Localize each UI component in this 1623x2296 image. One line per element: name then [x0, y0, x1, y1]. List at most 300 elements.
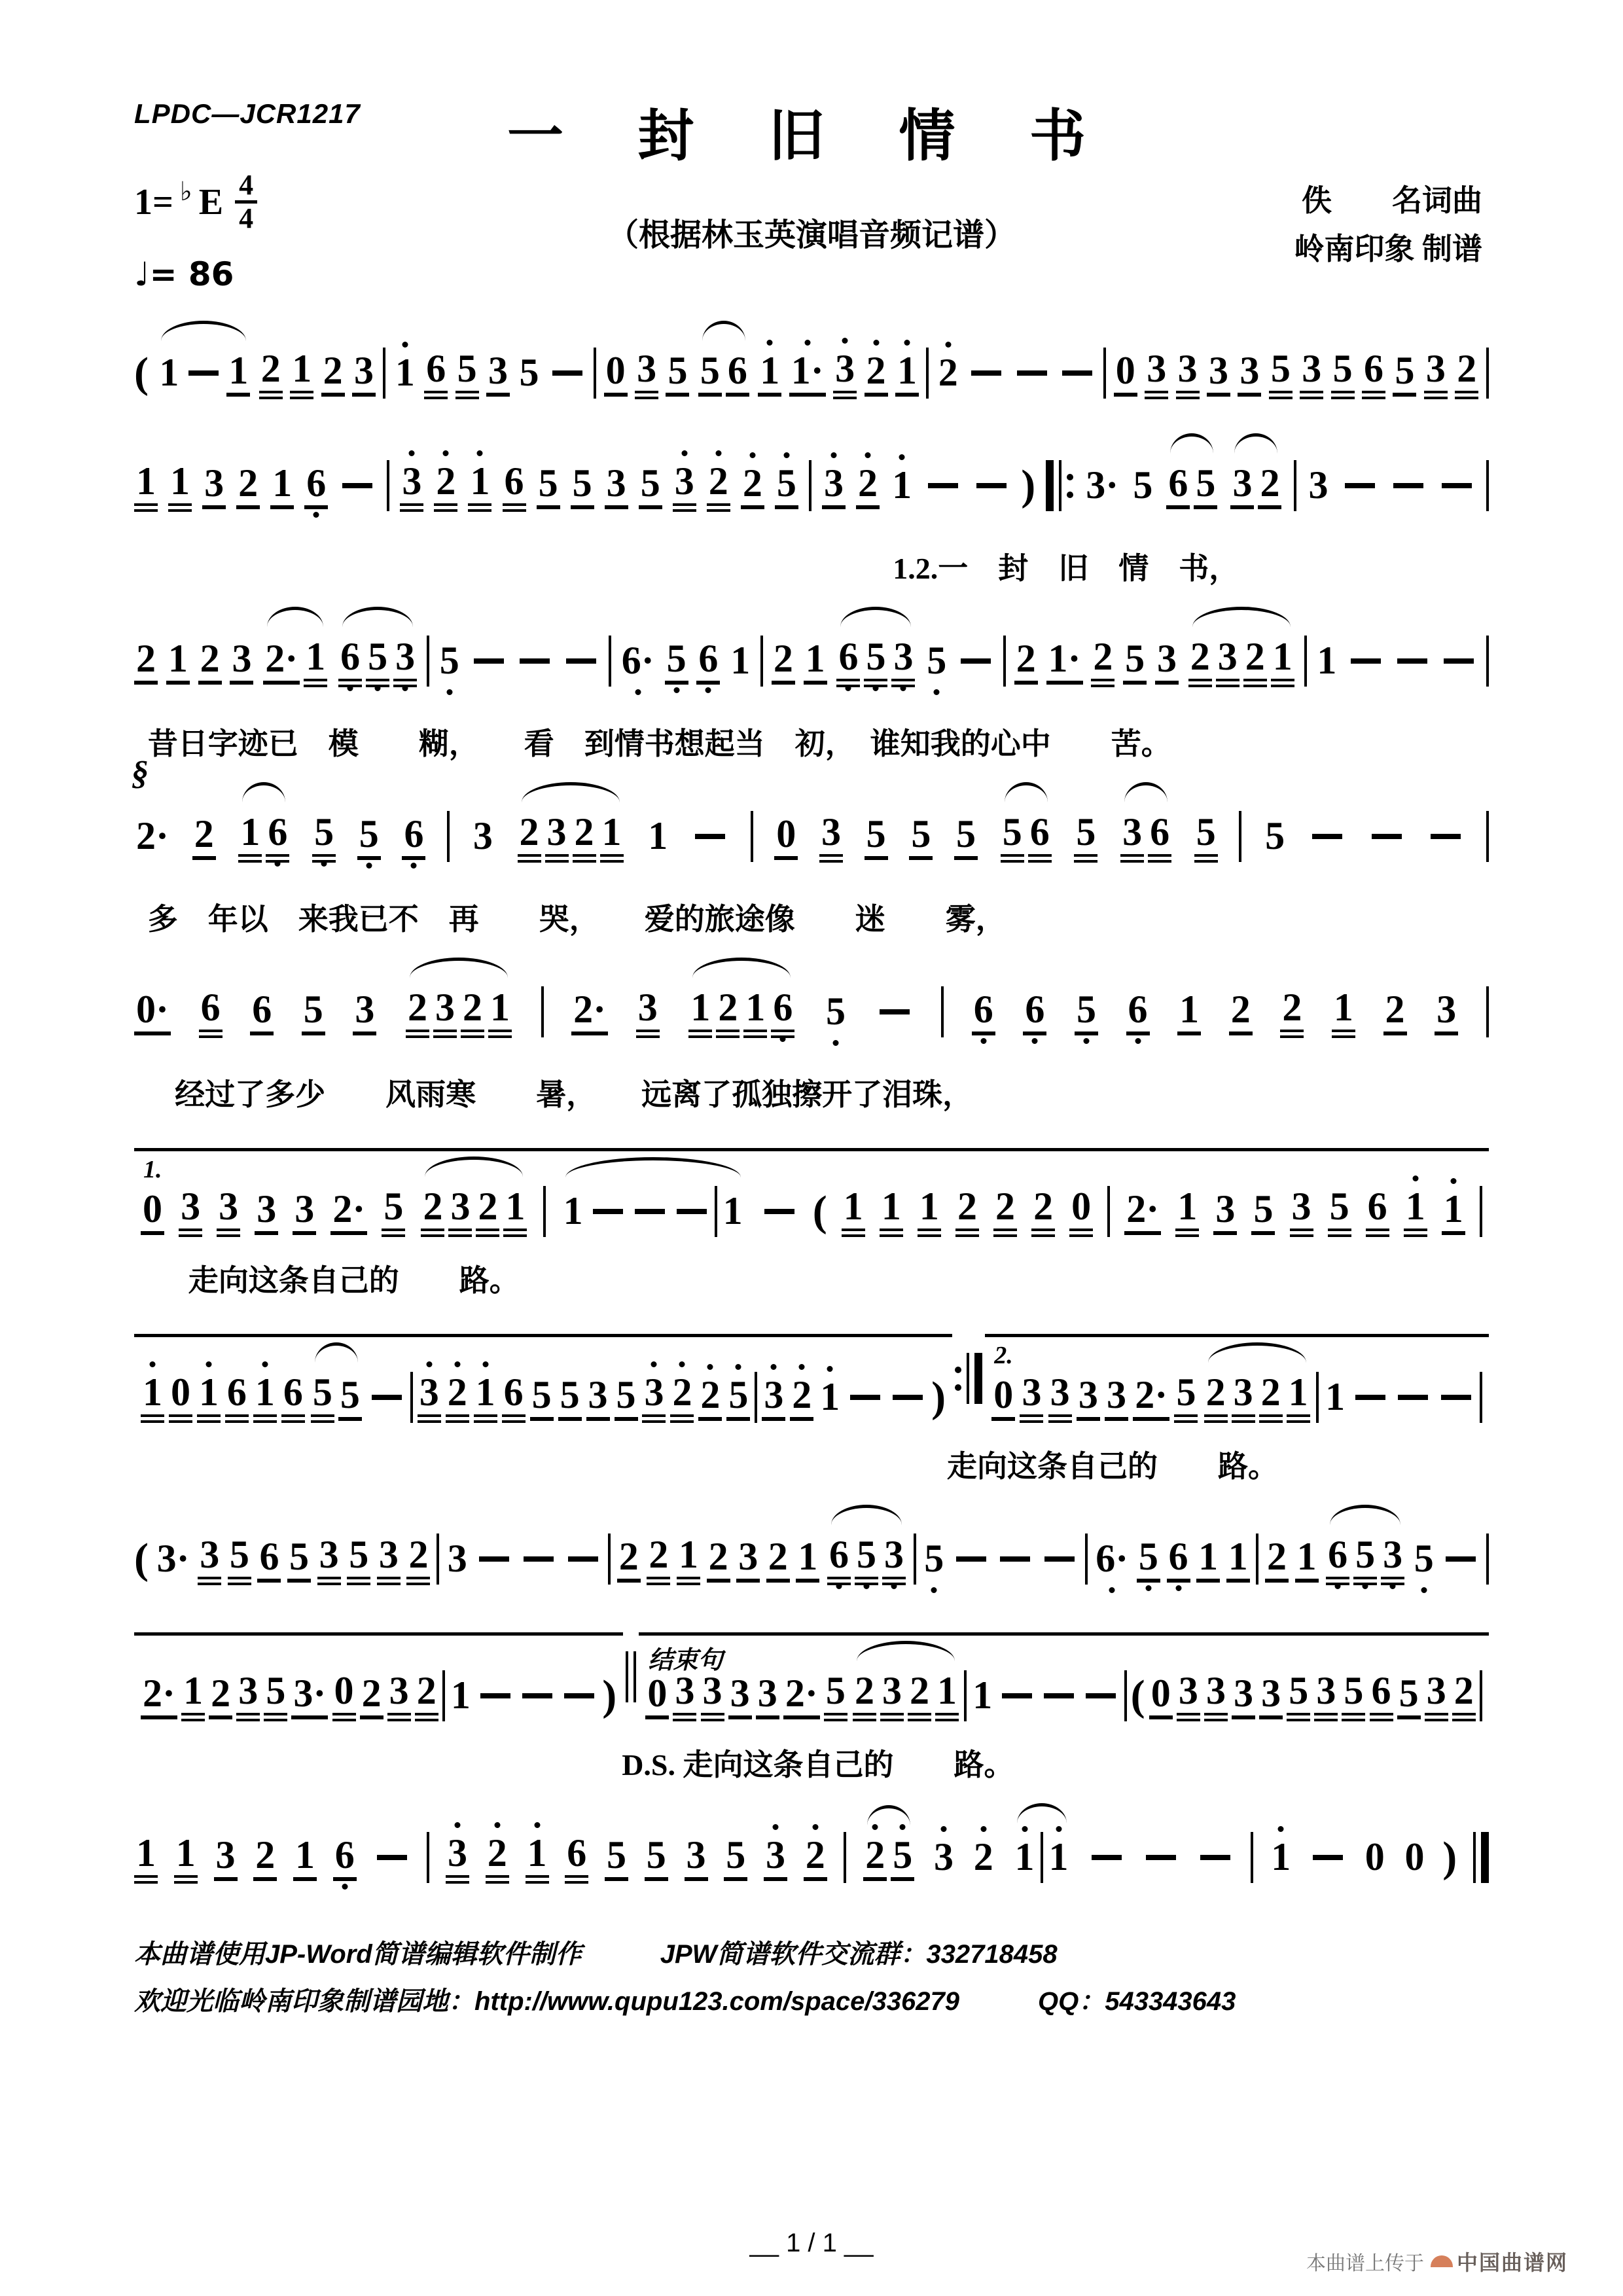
lyric-line: 昔日字迹已 模 糊， 看 到情书想起当 初， 谁知我的心中 苦。: [147, 727, 1171, 761]
note: 2: [406, 986, 429, 1038]
note: 3: [179, 1185, 202, 1237]
phrase-paren: (: [1130, 1671, 1145, 1719]
duration-dash: [1312, 834, 1342, 839]
barline-group: [1486, 348, 1489, 399]
note: 3: [255, 1188, 278, 1235]
tempo-marking: ♩= 86: [134, 255, 234, 293]
note: 6: [696, 637, 720, 685]
slur-group: [262, 636, 329, 687]
note: 1: [468, 460, 491, 512]
barline-group: [1124, 1670, 1127, 1721]
notation-line: [134, 334, 1489, 412]
duration-dash: [520, 658, 550, 664]
barline-group: [1085, 1534, 1088, 1585]
slur-group: [419, 1185, 528, 1237]
watermark-prefix: 本曲谱上传于: [1306, 2253, 1424, 2274]
volta-bracket: [985, 1334, 1489, 1423]
note: 5: [864, 636, 887, 687]
lyric-line: 经过了多少 风雨寒 暑， 远离了孤独擦开了泪珠，: [175, 1078, 973, 1111]
slur-group: [1165, 462, 1219, 509]
note: 1: [293, 1834, 317, 1881]
note: 2: [1452, 1670, 1476, 1721]
note: 2: [1243, 636, 1267, 687]
note: 1: [238, 811, 262, 863]
barline: [1003, 636, 1006, 687]
note: 0·: [134, 988, 171, 1035]
barline: [442, 1670, 445, 1721]
note: 2: [236, 462, 260, 509]
note: 1: [1404, 1185, 1427, 1237]
note: 5: [1001, 811, 1024, 863]
note: 5: [312, 811, 336, 863]
note: 1: [918, 1185, 941, 1237]
note: 3·: [291, 1672, 328, 1719]
barline: [387, 460, 389, 511]
barline-group: [941, 986, 944, 1037]
note: 1: [972, 1673, 993, 1717]
duration-dash: [850, 1395, 880, 1400]
note: 3: [1435, 988, 1458, 1035]
note: 2: [707, 460, 730, 512]
note: 2: [1188, 636, 1212, 687]
duration-dash: [377, 1855, 407, 1860]
note: 3: [1120, 811, 1144, 863]
music-system: [134, 622, 1489, 763]
key-prefix: 1=: [134, 181, 173, 223]
note: 3·: [156, 1537, 190, 1580]
barline: [594, 348, 596, 399]
note: 5: [438, 639, 461, 683]
repeat-dots: [1067, 474, 1073, 498]
note: 3: [1145, 348, 1168, 399]
duration-dash: [764, 1209, 794, 1214]
note: 3: [293, 1188, 316, 1235]
note: 5: [366, 636, 389, 687]
barline: [1304, 636, 1307, 687]
slur-group: [237, 811, 291, 863]
note: 2: [772, 637, 795, 685]
note: 3: [1105, 1374, 1128, 1421]
note: 3: [1177, 1670, 1200, 1721]
note: 3: [352, 350, 376, 397]
barline: [809, 460, 812, 511]
note: 5: [302, 988, 325, 1035]
note: 5: [615, 1374, 638, 1421]
barline-thick: [974, 1353, 982, 1404]
slur-group: [826, 1534, 907, 1585]
barline-group: [1486, 460, 1489, 511]
barline: [1316, 1372, 1319, 1423]
notation-line: [134, 1334, 1489, 1423]
note: 2: [476, 1185, 499, 1237]
note: 3: [891, 636, 915, 687]
logo-text: 中国曲谱网: [1456, 2251, 1568, 2274]
volta-label: 1.: [143, 1156, 162, 1183]
note: 2: [1031, 1185, 1055, 1237]
note: 6: [565, 1832, 588, 1884]
barline-group: [1103, 348, 1106, 399]
song-id: LPDC—JCR1217: [134, 98, 361, 129]
note: 6: [771, 986, 794, 1038]
note: 1: [890, 464, 914, 507]
lyric-line: 多 年以 来我已不 再 哭， 爱的旅途像 迷 雾，: [147, 903, 1006, 936]
note: 0: [141, 1188, 164, 1235]
barline-group: [809, 460, 812, 511]
barline-group: [1239, 811, 1241, 862]
barline-group: [1473, 1832, 1489, 1883]
note: 3: [642, 1371, 666, 1423]
duration-dash: [566, 658, 596, 664]
note: 2: [617, 1535, 641, 1583]
note: 2: [908, 1670, 931, 1721]
note: 6: [225, 1371, 249, 1423]
note: 3: [448, 1185, 472, 1237]
note: 3: [728, 1672, 752, 1719]
note: 2·: [136, 814, 169, 857]
note: 3: [353, 988, 376, 1035]
notation-line: [134, 973, 1489, 1051]
note: 6: [502, 1371, 526, 1423]
barline: [1486, 460, 1489, 511]
note: 5: [1393, 350, 1416, 397]
duration-dash: [1146, 1855, 1176, 1860]
note: 2: [853, 1670, 876, 1721]
note: 3: [635, 348, 658, 399]
note: 6·: [1094, 1537, 1130, 1581]
duration-dash: [1092, 1855, 1122, 1860]
note: 1: [600, 811, 624, 863]
barline-group: [594, 348, 596, 399]
barline-group: [626, 1651, 636, 1702]
barline: [1251, 1832, 1253, 1883]
note: 1: [1295, 1535, 1319, 1583]
note: 2: [716, 986, 740, 1038]
note: 1: [935, 1670, 959, 1721]
duration-dash: [956, 1556, 986, 1562]
note: 5: [1251, 1188, 1275, 1235]
note: 3: [214, 1834, 238, 1881]
lyric-line: 走向这条自己的 路。: [947, 1450, 1278, 1483]
note: 6: [1326, 1534, 1349, 1585]
notation-line: [134, 1148, 1489, 1237]
phrase-paren: (: [812, 1187, 827, 1235]
duration-dash: [1446, 1556, 1476, 1562]
barline: [914, 1534, 916, 1585]
barline-group: [1486, 811, 1489, 862]
volta-label: 结束句: [648, 1647, 723, 1674]
watermark: [1306, 2246, 1568, 2276]
slur-group: [1325, 1534, 1406, 1585]
note: 2: [741, 462, 764, 509]
duration-dash: [1345, 483, 1375, 488]
note: 1: [677, 1534, 700, 1585]
note: 0: [1149, 1672, 1173, 1719]
note: 6: [1366, 1185, 1389, 1237]
note: 3: [400, 460, 423, 512]
note: 2: [573, 811, 596, 863]
note: 3: [1230, 462, 1254, 509]
meter-numerator: 4: [235, 170, 257, 204]
slur-group: [1187, 636, 1296, 687]
barline-group: [541, 986, 544, 1037]
note: 2: [446, 1371, 469, 1423]
note: 5: [1265, 814, 1285, 857]
note: 3: [1048, 1371, 1072, 1423]
note: 1: [1332, 986, 1355, 1038]
note: 2: [486, 1832, 509, 1884]
note: 1: [688, 986, 712, 1038]
barline-group: [447, 811, 450, 862]
notation-line: [134, 1520, 1489, 1598]
note: 5: [909, 813, 933, 860]
note: 5: [775, 462, 798, 509]
phrase-paren: (: [134, 349, 149, 397]
slur-group: [156, 350, 251, 397]
note: 1: [1226, 1535, 1250, 1583]
note: 1: [134, 1832, 158, 1884]
note: 2: [1204, 1371, 1228, 1423]
barline: [926, 348, 929, 399]
note: 1·: [1046, 637, 1083, 685]
barline: [1085, 1534, 1088, 1585]
note: 2: [134, 637, 158, 685]
repeat-dots: [955, 1367, 961, 1391]
note: 3: [736, 1535, 760, 1583]
note: 3: [1155, 637, 1179, 685]
barline: [427, 636, 429, 687]
note: 3: [377, 1534, 401, 1585]
note: 1: [304, 636, 327, 687]
note: 5: [537, 462, 560, 509]
note: 5: [724, 1834, 747, 1881]
note: 1: [197, 1371, 221, 1423]
duration-dash: [1200, 1855, 1230, 1860]
note: 1: [393, 351, 417, 395]
note: 1: [842, 1185, 865, 1237]
note: 2: [993, 1185, 1017, 1237]
note: 5: [1269, 348, 1293, 399]
note: 5: [824, 1670, 847, 1721]
note: 3: [1290, 1185, 1313, 1237]
note: 3: [764, 1834, 787, 1881]
duration-dash: [372, 1395, 402, 1400]
note: 6: [338, 636, 362, 687]
note: 2: [1265, 1535, 1289, 1583]
note: 5: [1074, 811, 1097, 863]
note: 5: [455, 348, 479, 399]
barline-group: [1480, 1186, 1482, 1237]
notation-line: [134, 1632, 1489, 1721]
note: 0: [645, 1672, 669, 1719]
note: 2: [856, 462, 880, 509]
barline-group: [1041, 1832, 1043, 1883]
note: 5: [1123, 637, 1147, 685]
note: 1: [168, 460, 192, 512]
duration-dash: [342, 483, 372, 488]
duration-dash: [677, 1209, 707, 1214]
music-system: [134, 446, 1489, 588]
note: 0: [332, 1670, 356, 1721]
note: 5: [1353, 1534, 1377, 1585]
note: 2: [1259, 1371, 1283, 1423]
meter-denominator: 4: [239, 202, 254, 235]
duration-dash: [1372, 834, 1402, 839]
note: 5: [855, 1534, 878, 1585]
note: 3·: [1086, 463, 1119, 507]
note: 2: [198, 637, 222, 685]
slur-group: [1012, 1832, 1072, 1883]
slur-group: [687, 986, 796, 1038]
note: 6: [1167, 1535, 1190, 1583]
note: 1: [166, 637, 190, 685]
lyric-line: 1.2.一 封 旧 情 书，: [893, 552, 1240, 585]
note: 5: [698, 350, 722, 397]
note: 3: [932, 1836, 955, 1879]
duration-dash: [1044, 1556, 1075, 1562]
phrase-paren: (: [134, 1535, 149, 1583]
duration-dash: [1397, 658, 1427, 664]
music-system: [134, 1148, 1489, 1300]
duration-dash: [961, 658, 991, 664]
duration-dash: [880, 1009, 910, 1014]
barline-group: [844, 1832, 846, 1883]
note: 3: [1308, 463, 1329, 507]
duration-dash: [1062, 370, 1092, 376]
volta-bracket: [639, 1632, 1489, 1721]
note: 5: [1174, 1371, 1198, 1423]
note: 5: [228, 1534, 251, 1585]
duration-dash: [524, 1556, 554, 1562]
note: 3: [317, 1534, 341, 1585]
notation-line: [134, 622, 1489, 700]
barline: [541, 986, 544, 1037]
barline: [383, 348, 385, 399]
note: 1: [758, 350, 781, 397]
barline-group: [751, 811, 753, 862]
note: 3: [217, 1185, 240, 1237]
duration-dash: [1398, 1395, 1428, 1400]
note: 2: [936, 351, 960, 395]
barline: [1103, 348, 1106, 399]
note: 5: [824, 990, 847, 1033]
key-letter: E: [198, 181, 224, 223]
segno-icon: §: [132, 755, 149, 792]
barline-group: [427, 636, 429, 687]
barline-group: [1486, 636, 1489, 687]
music-system: [134, 1520, 1489, 1598]
note: 5: [645, 1834, 668, 1881]
note: 3: [1381, 1534, 1404, 1585]
note: 5: [1133, 463, 1153, 507]
barline-group: [383, 348, 385, 399]
note: 3: [230, 637, 253, 685]
note: 1: [804, 637, 827, 685]
note: 2: [647, 1534, 670, 1585]
credit-lyricist: 佚 名词曲: [1302, 184, 1482, 217]
lyric-line: 走向这条自己的 路。: [188, 1264, 520, 1297]
note: 1: [1013, 1836, 1037, 1879]
note: 1: [141, 1371, 164, 1423]
note: 5: [311, 1371, 334, 1423]
note: 1: [159, 351, 179, 394]
note: 2: [253, 1834, 277, 1881]
note: 1: [1177, 988, 1201, 1035]
note: 5: [605, 1834, 628, 1881]
note: 6: [1023, 988, 1046, 1035]
barline: [427, 1832, 429, 1883]
note: 5: [1194, 811, 1218, 863]
note: 3: [1232, 1672, 1255, 1719]
note: 6: [199, 986, 223, 1038]
note: 3: [833, 348, 857, 399]
barline: [1480, 1670, 1482, 1721]
note: 0: [991, 1374, 1015, 1421]
slur-group: [404, 986, 513, 1038]
note: 3: [1259, 1672, 1283, 1719]
note: 5: [639, 462, 662, 509]
credits: [1294, 177, 1483, 273]
note: 2: [434, 460, 457, 512]
credit-notator: 岭南印象 制谱: [1294, 232, 1482, 266]
barline: [1486, 636, 1489, 687]
note: 6: [304, 462, 328, 509]
note: 1·: [789, 350, 826, 397]
barline-group: [1046, 460, 1073, 511]
note: 3: [1077, 1374, 1100, 1421]
slur-group: [516, 811, 625, 863]
barline-group: [1107, 1186, 1110, 1237]
note: 2: [955, 1185, 979, 1237]
notation-line: [134, 1818, 1489, 1897]
phrase-paren: ): [602, 1671, 617, 1719]
logo-note-icon: [1431, 2255, 1453, 2267]
note: 3: [1232, 1371, 1255, 1423]
note: 1: [503, 1185, 527, 1237]
barline: [760, 636, 763, 687]
duration-dash: [1441, 1395, 1471, 1400]
slur-group: [999, 811, 1053, 863]
note: 1: [174, 1832, 198, 1884]
note: 0: [169, 1371, 192, 1423]
note: 3: [202, 462, 226, 509]
note: 3: [1425, 1670, 1448, 1721]
note: 5: [571, 462, 594, 509]
page-number: __ 1 / 1 __: [749, 2229, 874, 2257]
note: 2: [461, 986, 484, 1038]
note: 3: [673, 460, 696, 512]
barline: [410, 1372, 413, 1423]
music-system: [134, 973, 1489, 1114]
slur-group: [1203, 1371, 1311, 1423]
note: 3: [446, 1832, 469, 1884]
note: 1: [818, 1376, 842, 1419]
note: 5: [558, 1374, 582, 1421]
note: 6: [281, 1371, 305, 1423]
note: 1: [474, 1371, 497, 1423]
slur-group: [862, 1834, 916, 1881]
slur-group: [310, 1371, 363, 1423]
qupu-logo: [1431, 2246, 1568, 2276]
barline: [1239, 811, 1241, 862]
barline-group: [609, 636, 611, 687]
note: 6: [1166, 462, 1190, 509]
barline: [447, 811, 450, 862]
duration-dash: [1351, 658, 1381, 664]
barline-group: [608, 1534, 611, 1585]
note: 6: [1126, 988, 1150, 1035]
note: 1: [730, 639, 751, 682]
note: 2: [707, 1535, 730, 1583]
